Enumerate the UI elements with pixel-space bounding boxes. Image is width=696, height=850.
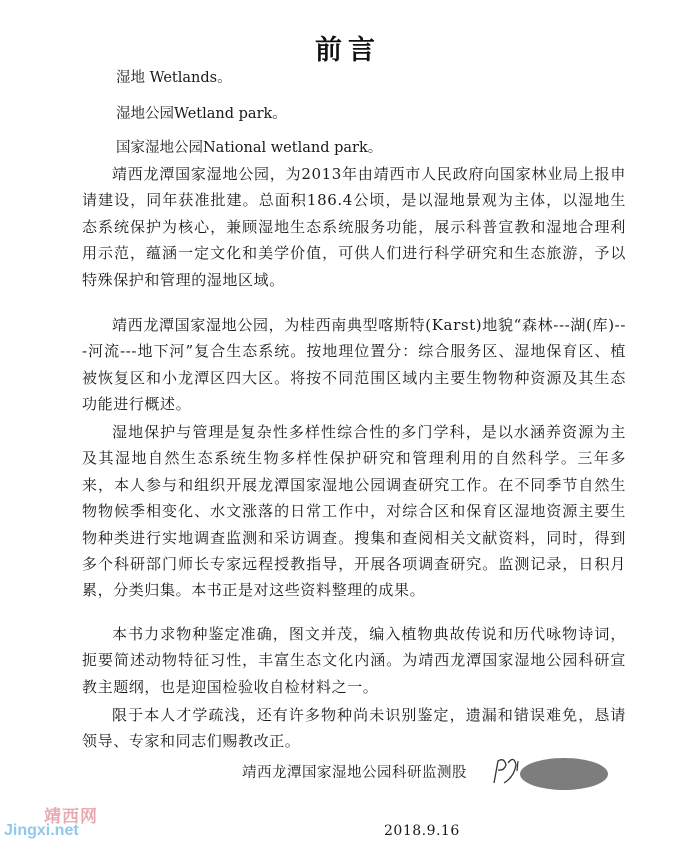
signature-organization: 靖西龙潭国家湿地公园科研监测股	[242, 765, 467, 781]
handwritten-signature-redacted	[490, 753, 610, 795]
watermark-site-name: 靖西网	[44, 807, 98, 827]
document-date: 2018.9.16	[384, 823, 460, 839]
paragraph-ecosystem: 靖西龙潭国家湿地公园，为桂西南典型喀斯特(Karst)地貌“森林---湖(库)---河流---地下河”复合生态系统。按地理位置分：综合服务区、湿地保育区、植被恢复区和小龙潭区四大区。将按不同范围区域内主要生物物种资源及其生态功能进行概述。	[82, 316, 626, 414]
definition-national-wetland-park: 国家湿地公园National wetland park。	[116, 140, 383, 156]
page-title: 前言	[315, 35, 381, 66]
paragraph-book-aim: 本书力求物种鉴定准确，图文并茂，编入植物典故传说和历代咏物诗词，扼要简述动物特征习性，丰富生态文化内涵。为靖西龙潭国家湿地公园科研宣教主题纲，也是迎国检验收自检材料之一。	[82, 625, 626, 696]
definition-wetlands: 湿地 Wetlands。	[116, 70, 232, 86]
paragraph-intro: 靖西龙潭国家湿地公园，为2013年由靖西市人民政府向国家林业局上报申请建设，同年获准批建。总面积186.4公顷，是以湿地景观为主体，以湿地生态系统保护为核心，兼顾湿地生态系统服务功能，展示科普宣教和湿地合理利用示范，蕴涵一定文化和美学价值，可供人们进行科学研究和生态旅游，予以特殊保护和管理的湿地区域。	[82, 165, 626, 289]
site-watermark	[4, 802, 124, 846]
paragraph-closing: 限于本人才学疏浅，还有许多物种尚未识别鉴定，遗漏和错误难免，恳请领导、专家和同志们赐教改正。	[82, 706, 626, 751]
definition-wetland-park: 湿地公园Wetland park。	[116, 106, 287, 122]
paragraph-research: 湿地保护与管理是复杂性多样性综合性的多门学科，是以水涵养资源为主及其湿地自然生态系统生物多样性保护研究和管理利用的自然科学。三年多来，本人参与和组织开展龙潭国家湿地公园调查研究工作。在不同季节自然生物物候季相变化、水文涨落的日常工作中，对综合区和保育区湿地资源主要生物种类进行实地调查监测和采访调查。搜集和查阅相关文献资料，同时，得到多个科研部门师长专家远程授教指导，开展各项调查研究。监测记录，日积月累，分类归集。本书正是对这些资料整理的成果。	[82, 423, 626, 600]
watermark-url: Jingxi.net	[4, 822, 79, 839]
